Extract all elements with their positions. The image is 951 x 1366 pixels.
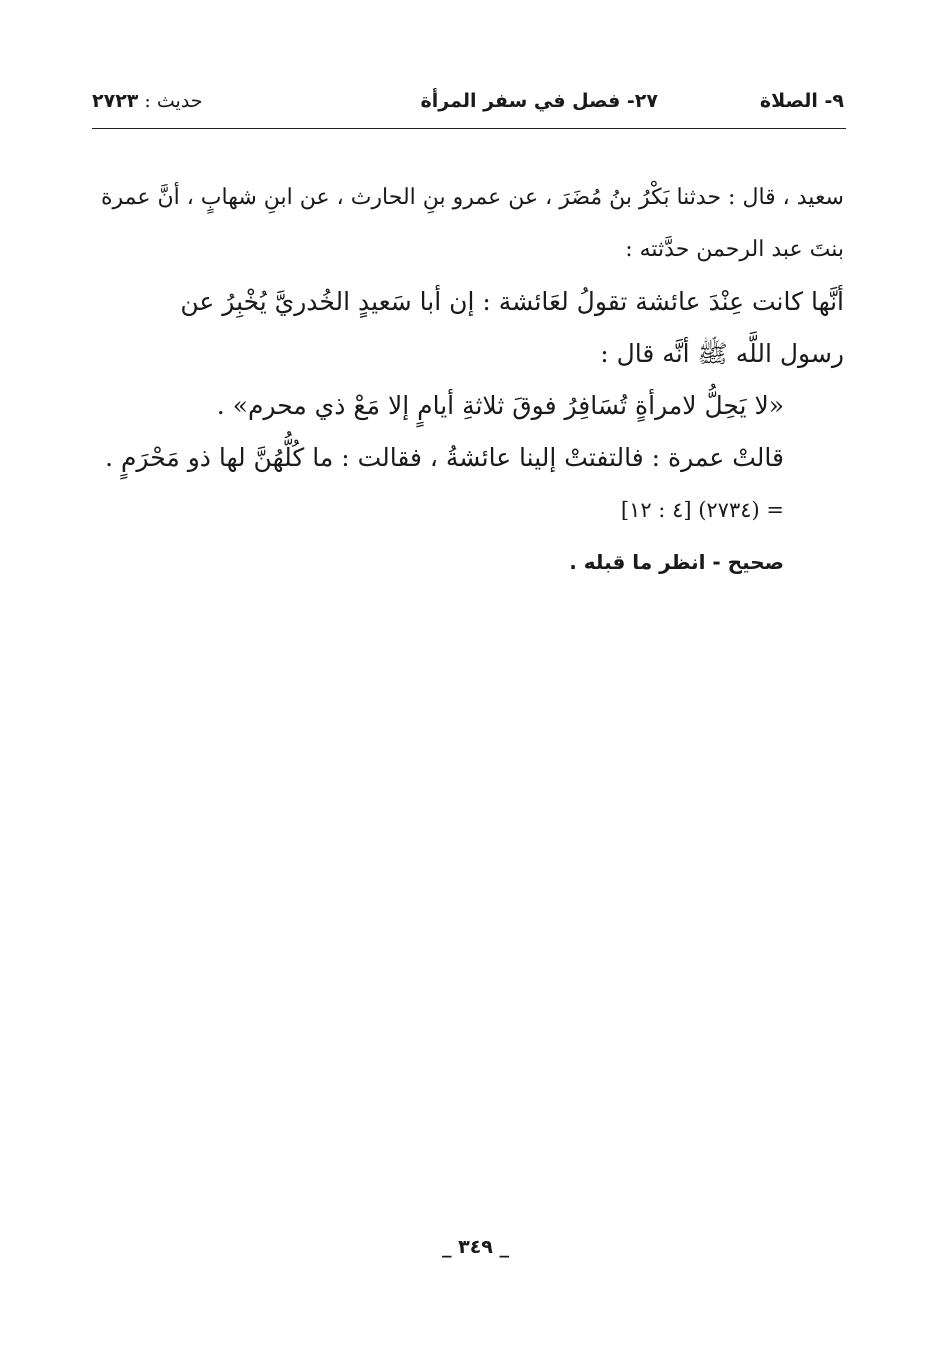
text-line-1: سعيد ، قال : حدثنا بَكْرُ بنُ مُضَرَ ، عن عمرو بنِ الحارث ، عن ابنِ شهابٍ ، أنَّ عمرة (100, 185, 844, 210)
hadith-reference (92, 90, 203, 112)
header-rule (92, 128, 846, 129)
grading-note: صحيح - انظر ما قبله . (569, 550, 784, 574)
prophetic-saying: «لا يَحِلُّ لامرأةٍ تُسَافِرُ فوقَ ثلاثةِ أيامٍ إلا مَعْ ذي محرم» . (216, 391, 784, 420)
chapter-title: ٢٧- فصل في سفر المرأة (420, 90, 658, 112)
hadith-number: ٢٧٢٣ (92, 90, 139, 112)
page-number: _ ٣٤٩ _ (441, 1236, 510, 1258)
text-line-4: رسول اللَّه ﷺ أنَّه قال : (600, 339, 844, 368)
hadith-label: حديث : (138, 90, 203, 112)
text-line-6: قالتْ عمرة : فالتفتتْ إلينا عائشةُ ، فقالت : ما كُلُّهُنَّ لها ذو مَحْرَمٍ . (105, 443, 784, 472)
running-header (92, 90, 844, 126)
text-line-2: بنتَ عبد الرحمن حدَّثته : (625, 237, 844, 262)
text-line-3: أنَّها كانت عِنْدَ عائشة تقولُ لعَائشة : إن أبا سَعيدٍ الخُدريَّ يُخْبِرُ عن (180, 287, 844, 316)
cross-reference: = (٢٧٣٤) [٤ : ١٢] (620, 498, 784, 522)
book-title: ٩- الصلاة (759, 90, 844, 112)
hadith-text (92, 172, 844, 588)
